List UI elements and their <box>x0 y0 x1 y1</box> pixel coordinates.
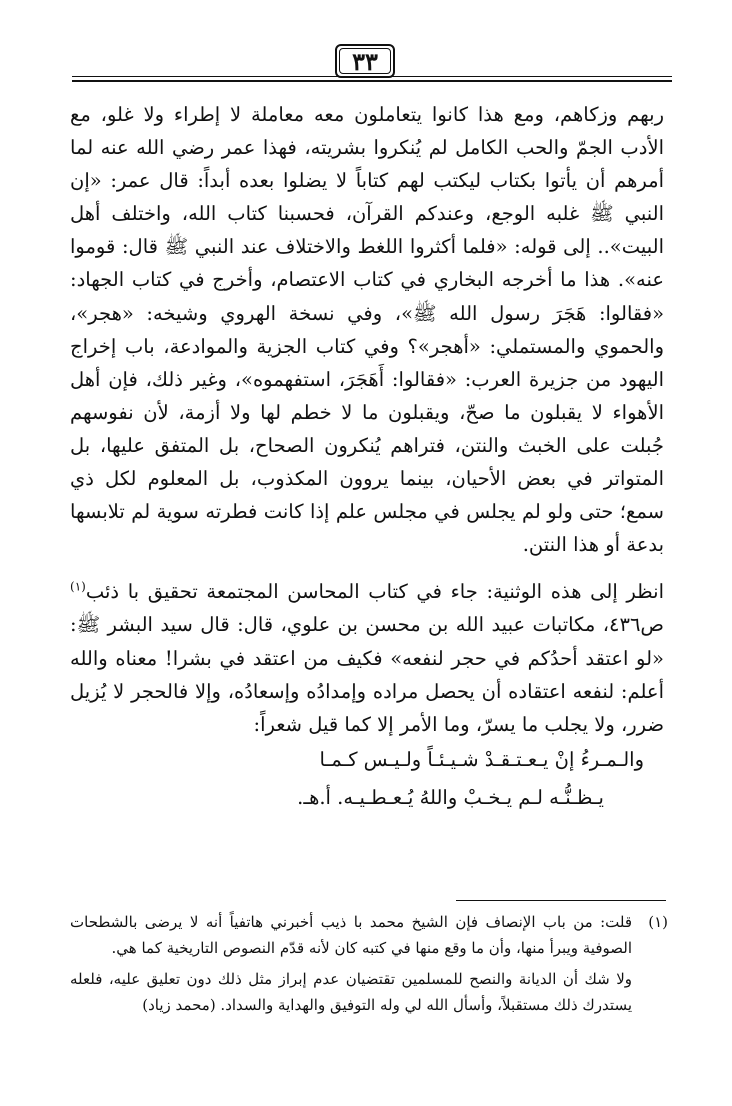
verse-line-1: والـمـرءُ إنْ يـعـتـقـدْ شـيـئـاً ولـيـس كـمـا <box>319 747 644 771</box>
page-number <box>335 44 395 78</box>
verse-line-2: يـظـنُّـه لـم يـخـبْ واللهُ يُـعـطـيـه. أ.هـ. <box>297 785 604 809</box>
main-text <box>70 98 664 817</box>
footnote-separator <box>456 900 666 901</box>
footnote-1 <box>70 910 668 961</box>
header-rule-thick <box>72 80 672 82</box>
paragraph-2-after-note: ص٤٣٦، مكاتبات عبيد الله بن محسن بن علوي، قال: قال سيد البشر ﷺ: «لو اعتقد أحدُكم في حجر لنفعه» فكيف من اعتقد في بشرا! معناه والله أعلم: لنفعه اعتقاده أن يحصل مراده وإمدادُه وإسعادُه، وإلا فالحجر لا يُزيل ضرر، ولا يجلب ما يسرّ، وما الأمر إلا كما قيل شعراً: <box>70 613 664 736</box>
footnote-text-2: ولا شك أن الديانة والنصح للمسلمين تقتضيان عدم إبراز مثل ذلك دون تعليق عليه، فلعله يستدرك ذلك مستقبلاً، وأسأل الله لي وله التوفيق والهداية والسداد. (محمد زياد) <box>70 970 632 1014</box>
footnotes <box>70 910 668 1018</box>
footnote-marker: (١) <box>648 913 668 931</box>
paragraph-1: ربهم وزكاهم، ومع هذا كانوا يتعاملون معه معاملة لا إطراء ولا غلو، مع الأدب الجمّ والحب الكامل لم يُنكروا بشريته، فهذا عمر رضي الله عنه لما أمرهم أن يأتوا بكتاب ليكتب لهم كتاباً لا يضلوا بعده أبداً: قال عمر: «إن النبي ﷺ غلبه الوجع، وعندكم القرآن، فحسبنا كتاب الله، واختلف أهل البيت».. إلى قوله: «فلما أكثروا اللغط والاختلاف عند النبي ﷺ قال: قوموا عنه». هذا ما أخرجه البخاري في كتاب الاعتصام، وأخرج في كتاب الجهاد: «فقالوا: هَجَرَ رسول الله ﷺ»، وفي نسخة الهروي وشيخه: «هجر»، والحموي والمستملي: «أهجر»؟ وفي كتاب الجزية والموادعة، باب إخراج اليهود من جزيرة العرب: «فقالوا: أَهَجَرَ، استفهموه»، وغير ذلك، فإن أهل الأهواء لا يقبلون ما صحّ، ويقبلون ما لا خطم لها ولا أزمة، لأن نفوسهم جُبلت على الخبث والنتن، فتراهم يُنكرون الصحاح، بل المتفق عليها، بل المتواتر في بعض الأحيان، بينما يروون المكذوب، بل المعلوم لكل ذي سمع؛ حتى ولو لم يجلس في مجلس علم إذا كانت فطرته سوية لم تلابسها بدعة أو هذا النتن. <box>70 103 664 557</box>
footnote-reference[interactable]: (١) <box>70 579 86 594</box>
header-rule-thin <box>72 76 672 77</box>
poem-verse <box>70 741 664 817</box>
paragraph-2-before-note: انظر إلى هذه الوثنية: جاء في كتاب المحاسن المجتمعة تحقيق با ذئب <box>85 580 664 604</box>
footnote-text-1: قلت: من باب الإنصاف فإن الشيخ محمد با ذيب أخبرني هاتفياً أنه لا يرضى بالشطحات الصوفية ويبرأ منها، وأن ما وقع منها في كتبه كان لأنه قدّم النصوص التاريخية كما هي. <box>70 913 632 957</box>
paragraph-2 <box>70 575 664 740</box>
page-number-text: ٣٣ <box>352 46 378 76</box>
